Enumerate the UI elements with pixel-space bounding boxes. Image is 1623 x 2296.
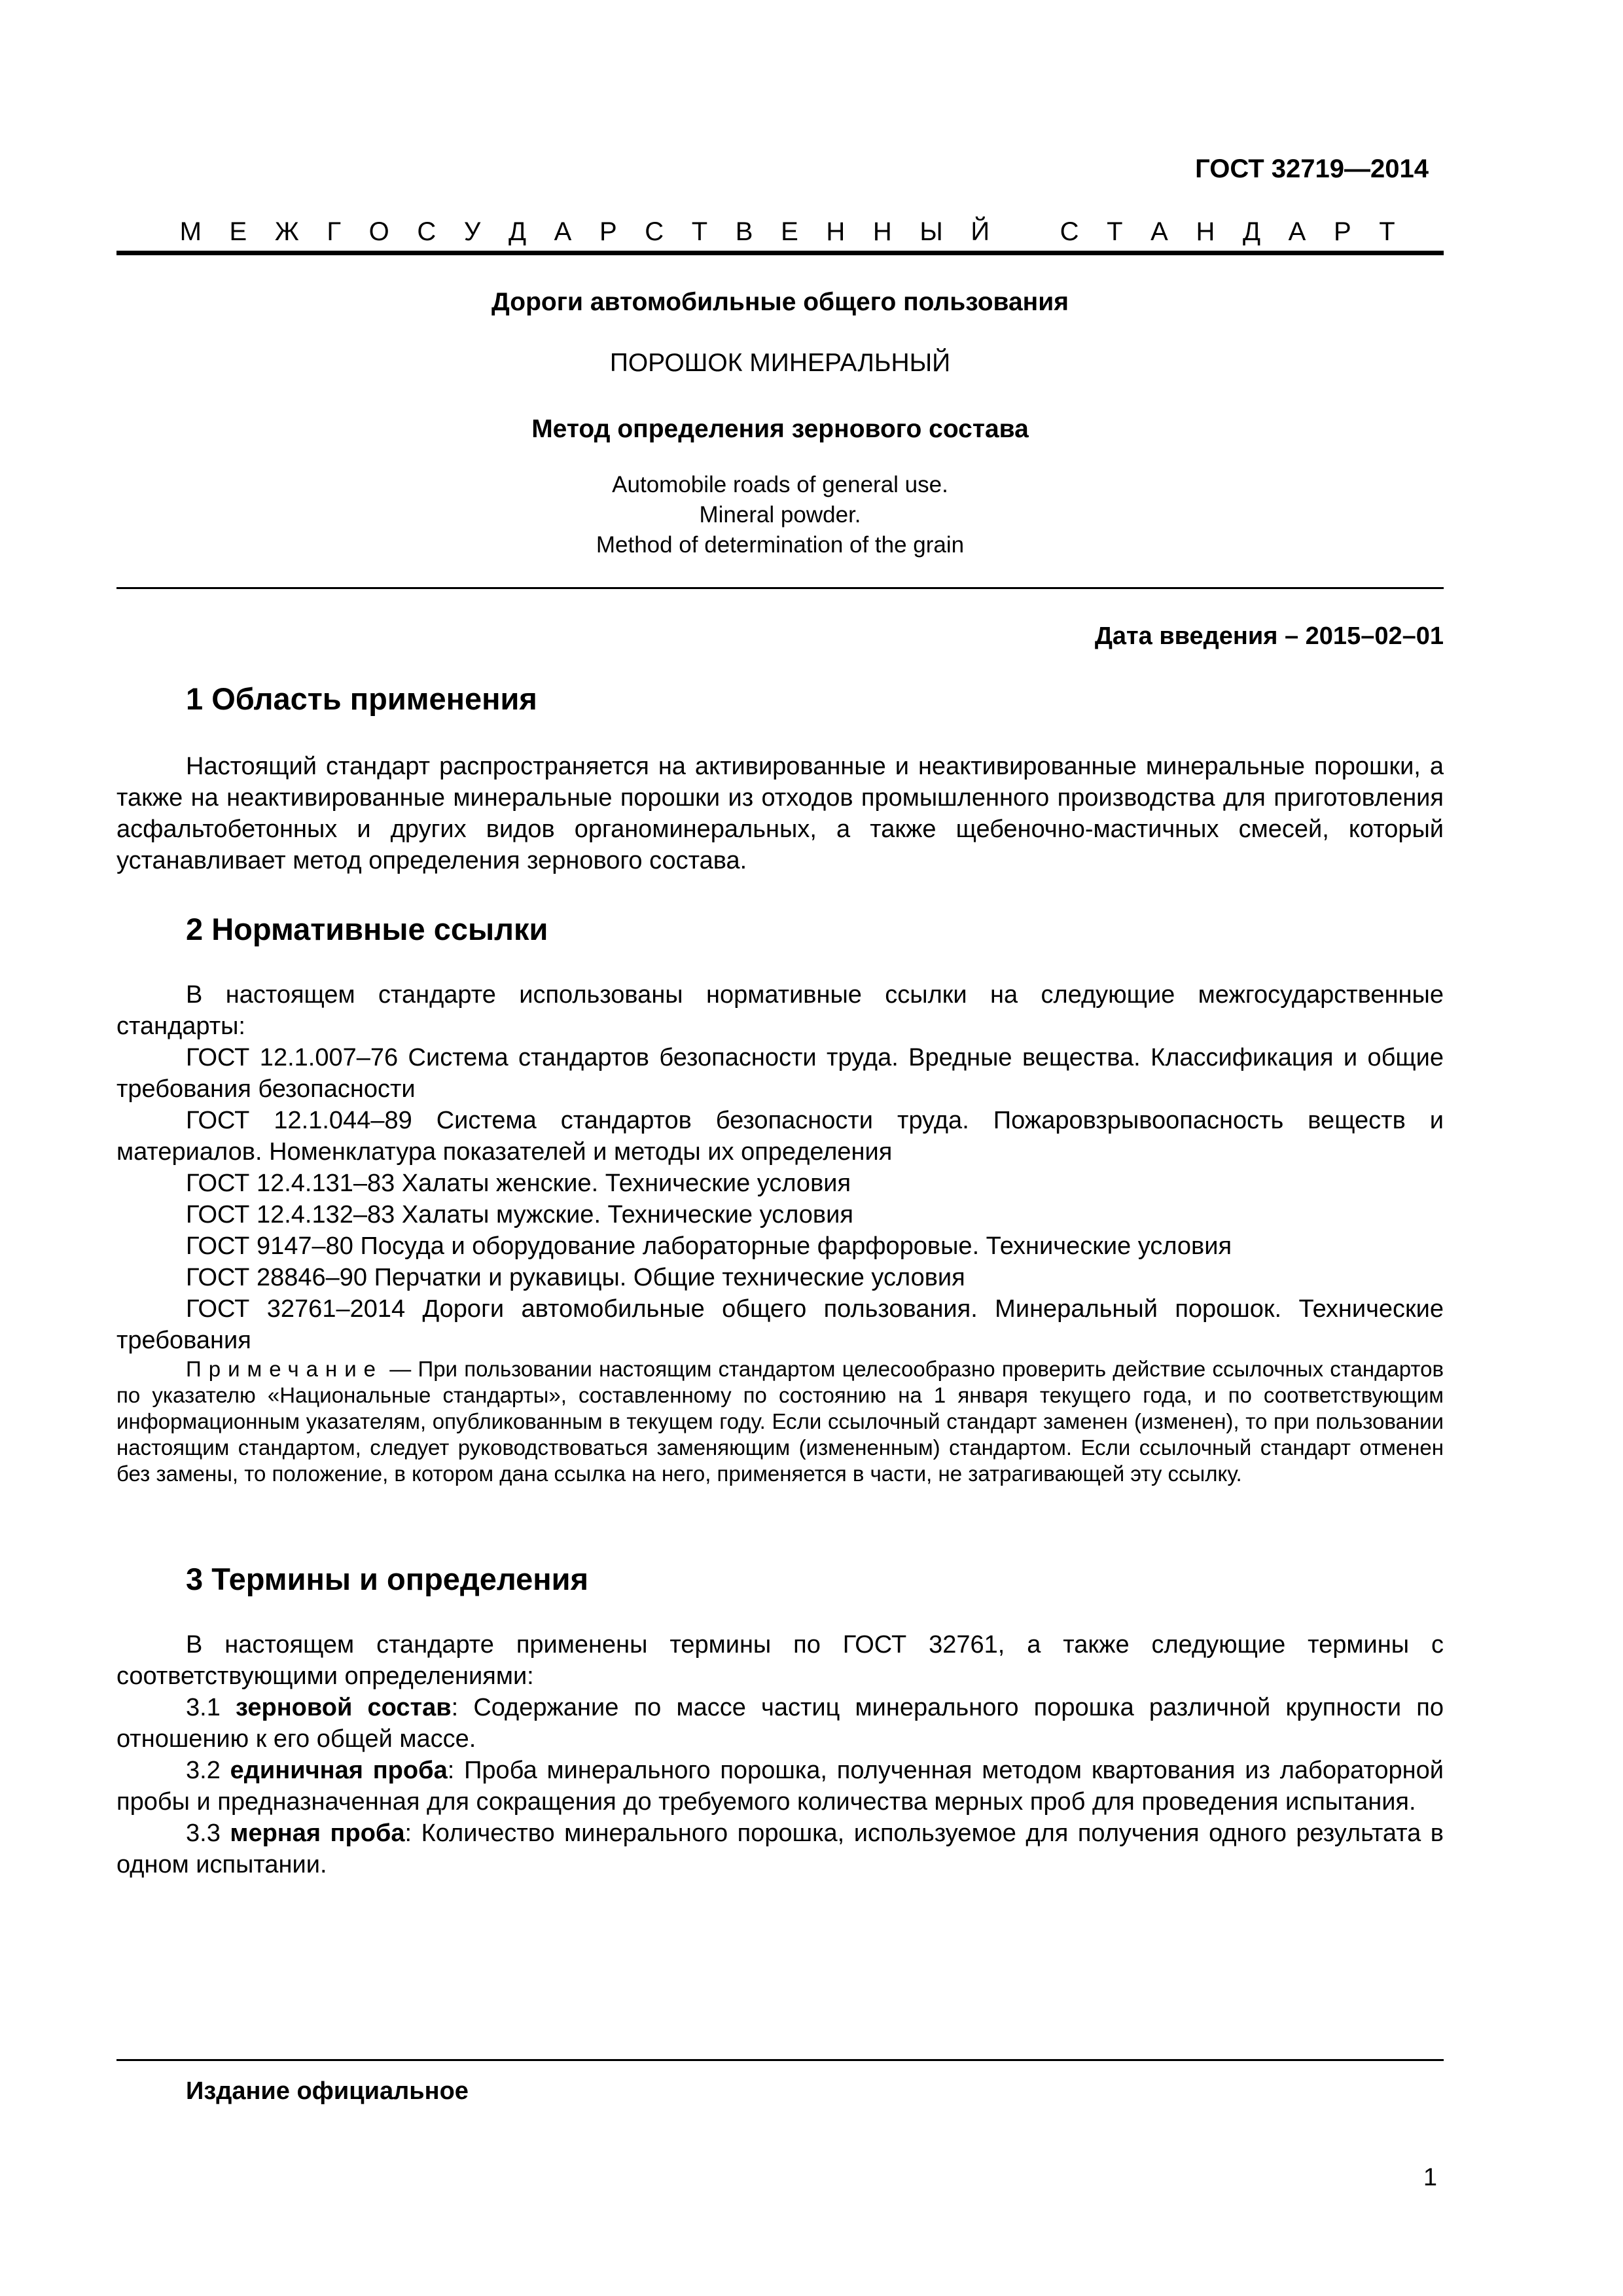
section-2-heading: 2 Нормативные ссылки: [186, 912, 548, 946]
reference-item: ГОСТ 28846–90 Перчатки и рукавицы. Общие технические условия: [186, 1264, 965, 1291]
term-text: : Количество минерального порошка, используемое для получения одного результата в одном испытании.: [116, 1820, 1444, 1878]
reference-item: ГОСТ 12.1.007–76 Система стандартов безопасности труда. Вредные вещества. Классификация и общие требования безопасности: [116, 1044, 1444, 1103]
section-1-paragraph: Настоящий стандарт распространяется на активированные и неактивированные минеральные порошки, а также на неактивированные минеральные порошки из отходов промышленного производства для приготовления асфальтобетонных и других видов органоминеральных, а также щебеночно-мастичных смесей, который устанавливает метод определения зернового состава.: [116, 753, 1444, 874]
reference-item: ГОСТ 12.4.131–83 Халаты женские. Технические условия: [186, 1170, 851, 1197]
english-title: [116, 470, 1444, 560]
reference-item: ГОСТ 9147–80 Посуда и оборудование лабораторные фарфоровые. Технические условия: [186, 1232, 1232, 1260]
note: [116, 1356, 1444, 1487]
note-text: — При пользовании настоящим стандартом целесообразно проверить действие ссылочных стандартов по указателю «Национальные стандарты», составленному по состоянию на 1 января текущего года, и по соответствующим информационным указателям, опубликованным в текущем году. Если ссылочный стандарт заменен (изменен), то при пользовании настоящим стандартом, следует руководствоваться заменяющим (измененным) стандартом. Если ссылочный стандарт отменен без замены, то положение, в котором дана ссылка на него, применяется в части, не затрагивающей эту ссылку.: [116, 1357, 1444, 1486]
reference-item: ГОСТ 32761–2014 Дороги автомобильные общего пользования. Минеральный порошок. Технические требования: [116, 1295, 1444, 1354]
reference-item: ГОСТ 12.4.132–83 Халаты мужские. Технические условия: [186, 1201, 853, 1229]
term-number: 3.3: [186, 1820, 230, 1847]
title-line-3: Метод определения зернового состава: [531, 415, 1029, 443]
term-name: единичная проба: [230, 1757, 448, 1784]
term-text: : Проба минерального порошка, полученная методом квартования из лабораторной пробы и предназначенная для сокращения до требуемого количества мерных проб для проведения испытания.: [116, 1757, 1444, 1816]
page-number: 1: [1423, 2164, 1437, 2191]
note-label: Примечание: [186, 1357, 383, 1381]
term-definition: [116, 1692, 1444, 1755]
english-title-line-1: Automobile roads of general use.: [612, 472, 948, 497]
title-line-1: Дороги автомобильные общего пользования: [491, 288, 1069, 316]
header-rule: [116, 251, 1444, 255]
english-title-line-2: Mineral powder.: [699, 502, 861, 528]
section-1-heading: 1 Область применения: [186, 681, 537, 716]
edition-label: Издание официальное: [186, 2077, 469, 2105]
section-1-body: [116, 751, 1444, 876]
term-name: мерная проба: [230, 1820, 405, 1847]
section-3-heading: 3 Термины и определения: [186, 1562, 588, 1596]
footer-rule: [116, 2059, 1444, 2061]
reference-item: ГОСТ 12.1.044–89 Система стандартов безопасности труда. Пожаровзрывоопасность веществ и материалов. Номенклатура показателей и методы их определения: [116, 1107, 1444, 1166]
section-3-body: [116, 1629, 1444, 1880]
term-definition: [116, 1818, 1444, 1880]
interstate-standard-title: М Е Ж Г О С У Д А Р С Т В Е Н Н Ы Й С Т А Н Д А Р Т: [179, 217, 1395, 246]
title-line-2: ПОРОШОК МИНЕРАЛЬНЫЙ: [609, 349, 951, 377]
term-number: 3.2: [186, 1757, 230, 1784]
document-number: ГОСТ 32719—2014: [1195, 154, 1429, 183]
section-2-intro: В настоящем стандарте использованы нормативные ссылки на следующие межгосударственные стандарты:: [116, 981, 1444, 1040]
term-text: : Содержание по массе частиц минерального порошка различной крупности по отношению к его общей массе.: [116, 1694, 1444, 1753]
title-rule: [116, 587, 1444, 589]
term-definition: [116, 1755, 1444, 1818]
english-title-line-3: Method of determination of the grain: [596, 532, 965, 558]
introduction-date: Дата введения – 2015–02–01: [1094, 622, 1444, 650]
term-name: зерновой состав: [236, 1694, 452, 1721]
term-number: 3.1: [186, 1694, 236, 1721]
section-2-body: [116, 979, 1444, 1487]
section-3-intro: В настоящем стандарте применены термины по ГОСТ 32761, а также следующие термины с соответствующими определениями:: [116, 1631, 1444, 1690]
